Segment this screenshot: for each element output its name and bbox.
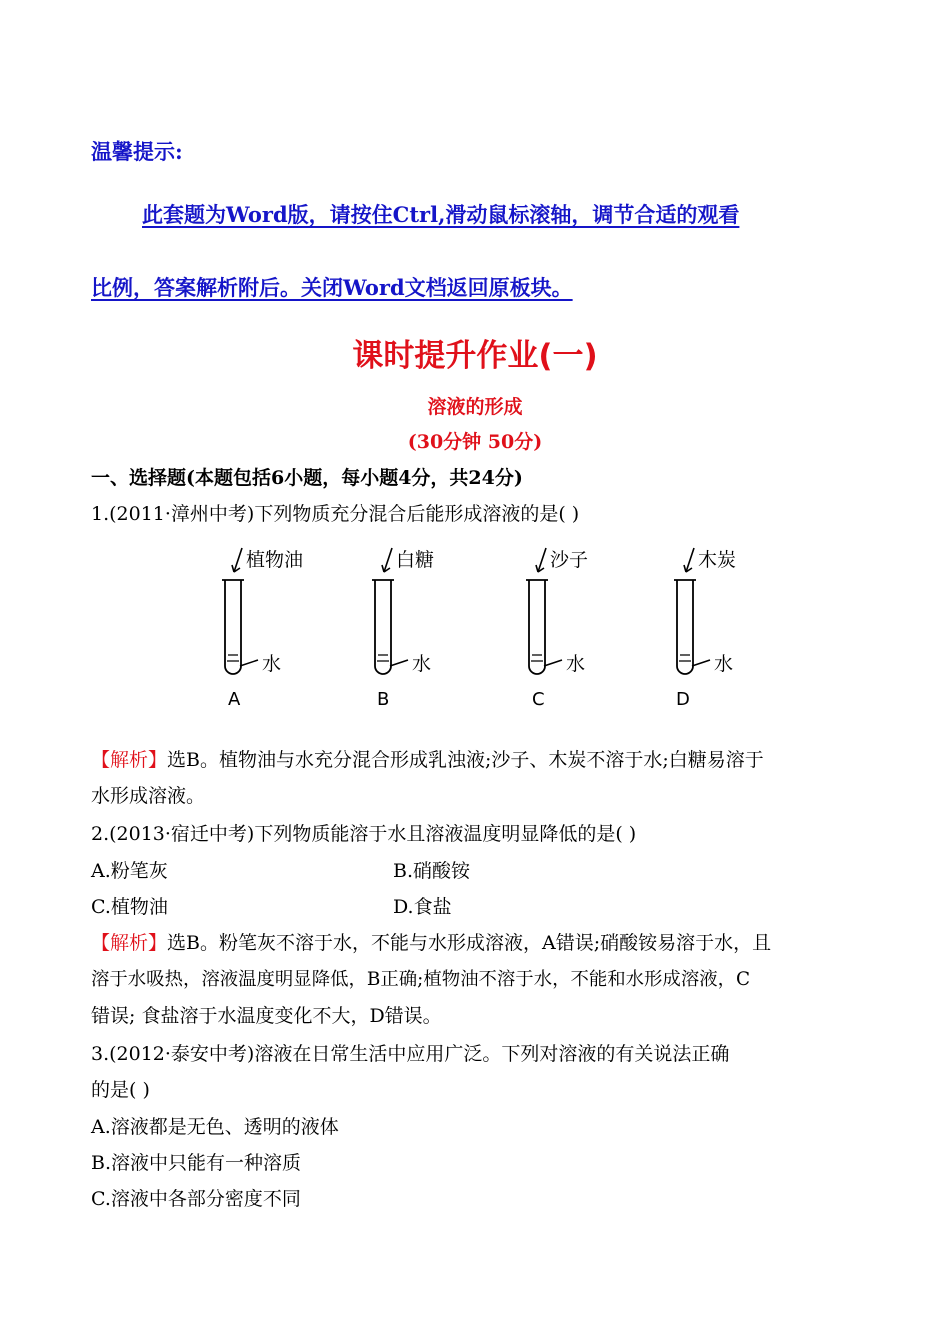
q2-option-a: A.粉笔灰	[91, 860, 168, 882]
tube-d-letter: D	[676, 689, 690, 710]
tube-d-substance: 木炭	[698, 549, 737, 571]
tube-d-water: 水	[714, 653, 734, 675]
q2-stem: 2.(2013·宿迁中考)下列物质能溶于水且溶液温度明显降低的是( )	[91, 823, 637, 845]
tip-line-2: 比例，答案解析附后。关闭Word文档返回原板块。	[91, 275, 573, 300]
tip-line-1: 此套题为Word版，请按住Ctrl,滑动鼠标滚轴，调节合适的观看	[142, 202, 740, 227]
q1-analysis-text-1: 选B。植物油与水充分混合形成乳浊液;沙子、木炭不溶于水;白糖易溶于	[167, 749, 764, 771]
tube-a-substance: 植物油	[246, 549, 304, 571]
q2-analysis-text-1: 选B。粉笔灰不溶于水，不能与水形成溶液，A错误;硝酸铵易溶于水，且	[167, 932, 772, 954]
tube-a-water: 水	[262, 653, 282, 675]
q2-option-b: B.硝酸铵	[393, 860, 471, 882]
analysis-tag: 【解析】	[91, 749, 168, 771]
tube-c-water: 水	[566, 653, 586, 675]
q2-analysis-line-1	[91, 928, 771, 955]
tube-c	[526, 548, 588, 710]
tube-b-letter: B	[377, 689, 390, 710]
q2-option-c: C.植物油	[91, 896, 168, 918]
q1-stem: 1.(2011·漳州中考)下列物质充分混合后能形成溶液的是( )	[91, 503, 580, 525]
analysis-tag: 【解析】	[91, 932, 168, 954]
time-score: (30分钟 50分)	[407, 431, 543, 453]
q1-test-tube-figure	[200, 540, 760, 715]
q2-analysis-line-3: 错误; 食盐溶于水温度变化不大，D错误。	[91, 1005, 442, 1027]
tube-b	[372, 548, 434, 710]
tube-a	[222, 548, 303, 710]
q3-option-a: A.溶液都是无色、透明的液体	[91, 1116, 339, 1138]
tube-b-substance: 白糖	[396, 549, 435, 571]
q1-analysis-line-1	[91, 745, 764, 772]
q3-stem-line-2: 的是( )	[91, 1079, 150, 1101]
tip-heading: 温馨提示:	[91, 139, 183, 164]
page-subtitle: 溶液的形成	[427, 396, 523, 418]
q1-analysis-line-2: 水形成溶液。	[91, 785, 206, 807]
section-heading: 一、选择题(本题包括6小题，每小题4分，共24分)	[91, 467, 523, 489]
tube-d	[674, 548, 736, 710]
q3-stem-line-1: 3.(2012·泰安中考)溶液在日常生活中应用广泛。下列对溶液的有关说法正确	[91, 1043, 730, 1065]
tube-c-letter: C	[532, 689, 545, 710]
q2-option-d: D.食盐	[393, 896, 452, 918]
page-title: 课时提升作业(一)	[352, 338, 598, 374]
tube-a-letter: A	[228, 689, 241, 710]
q3-option-b: B.溶液中只能有一种溶质	[91, 1152, 302, 1174]
q2-analysis-line-2: 溶于水吸热，溶液温度明显降低，B正确;植物油不溶于水，不能和水形成溶液，C	[91, 969, 751, 990]
tube-b-water: 水	[412, 653, 432, 675]
q3-option-c: C.溶液中各部分密度不同	[91, 1188, 301, 1210]
tube-c-substance: 沙子	[550, 549, 589, 571]
